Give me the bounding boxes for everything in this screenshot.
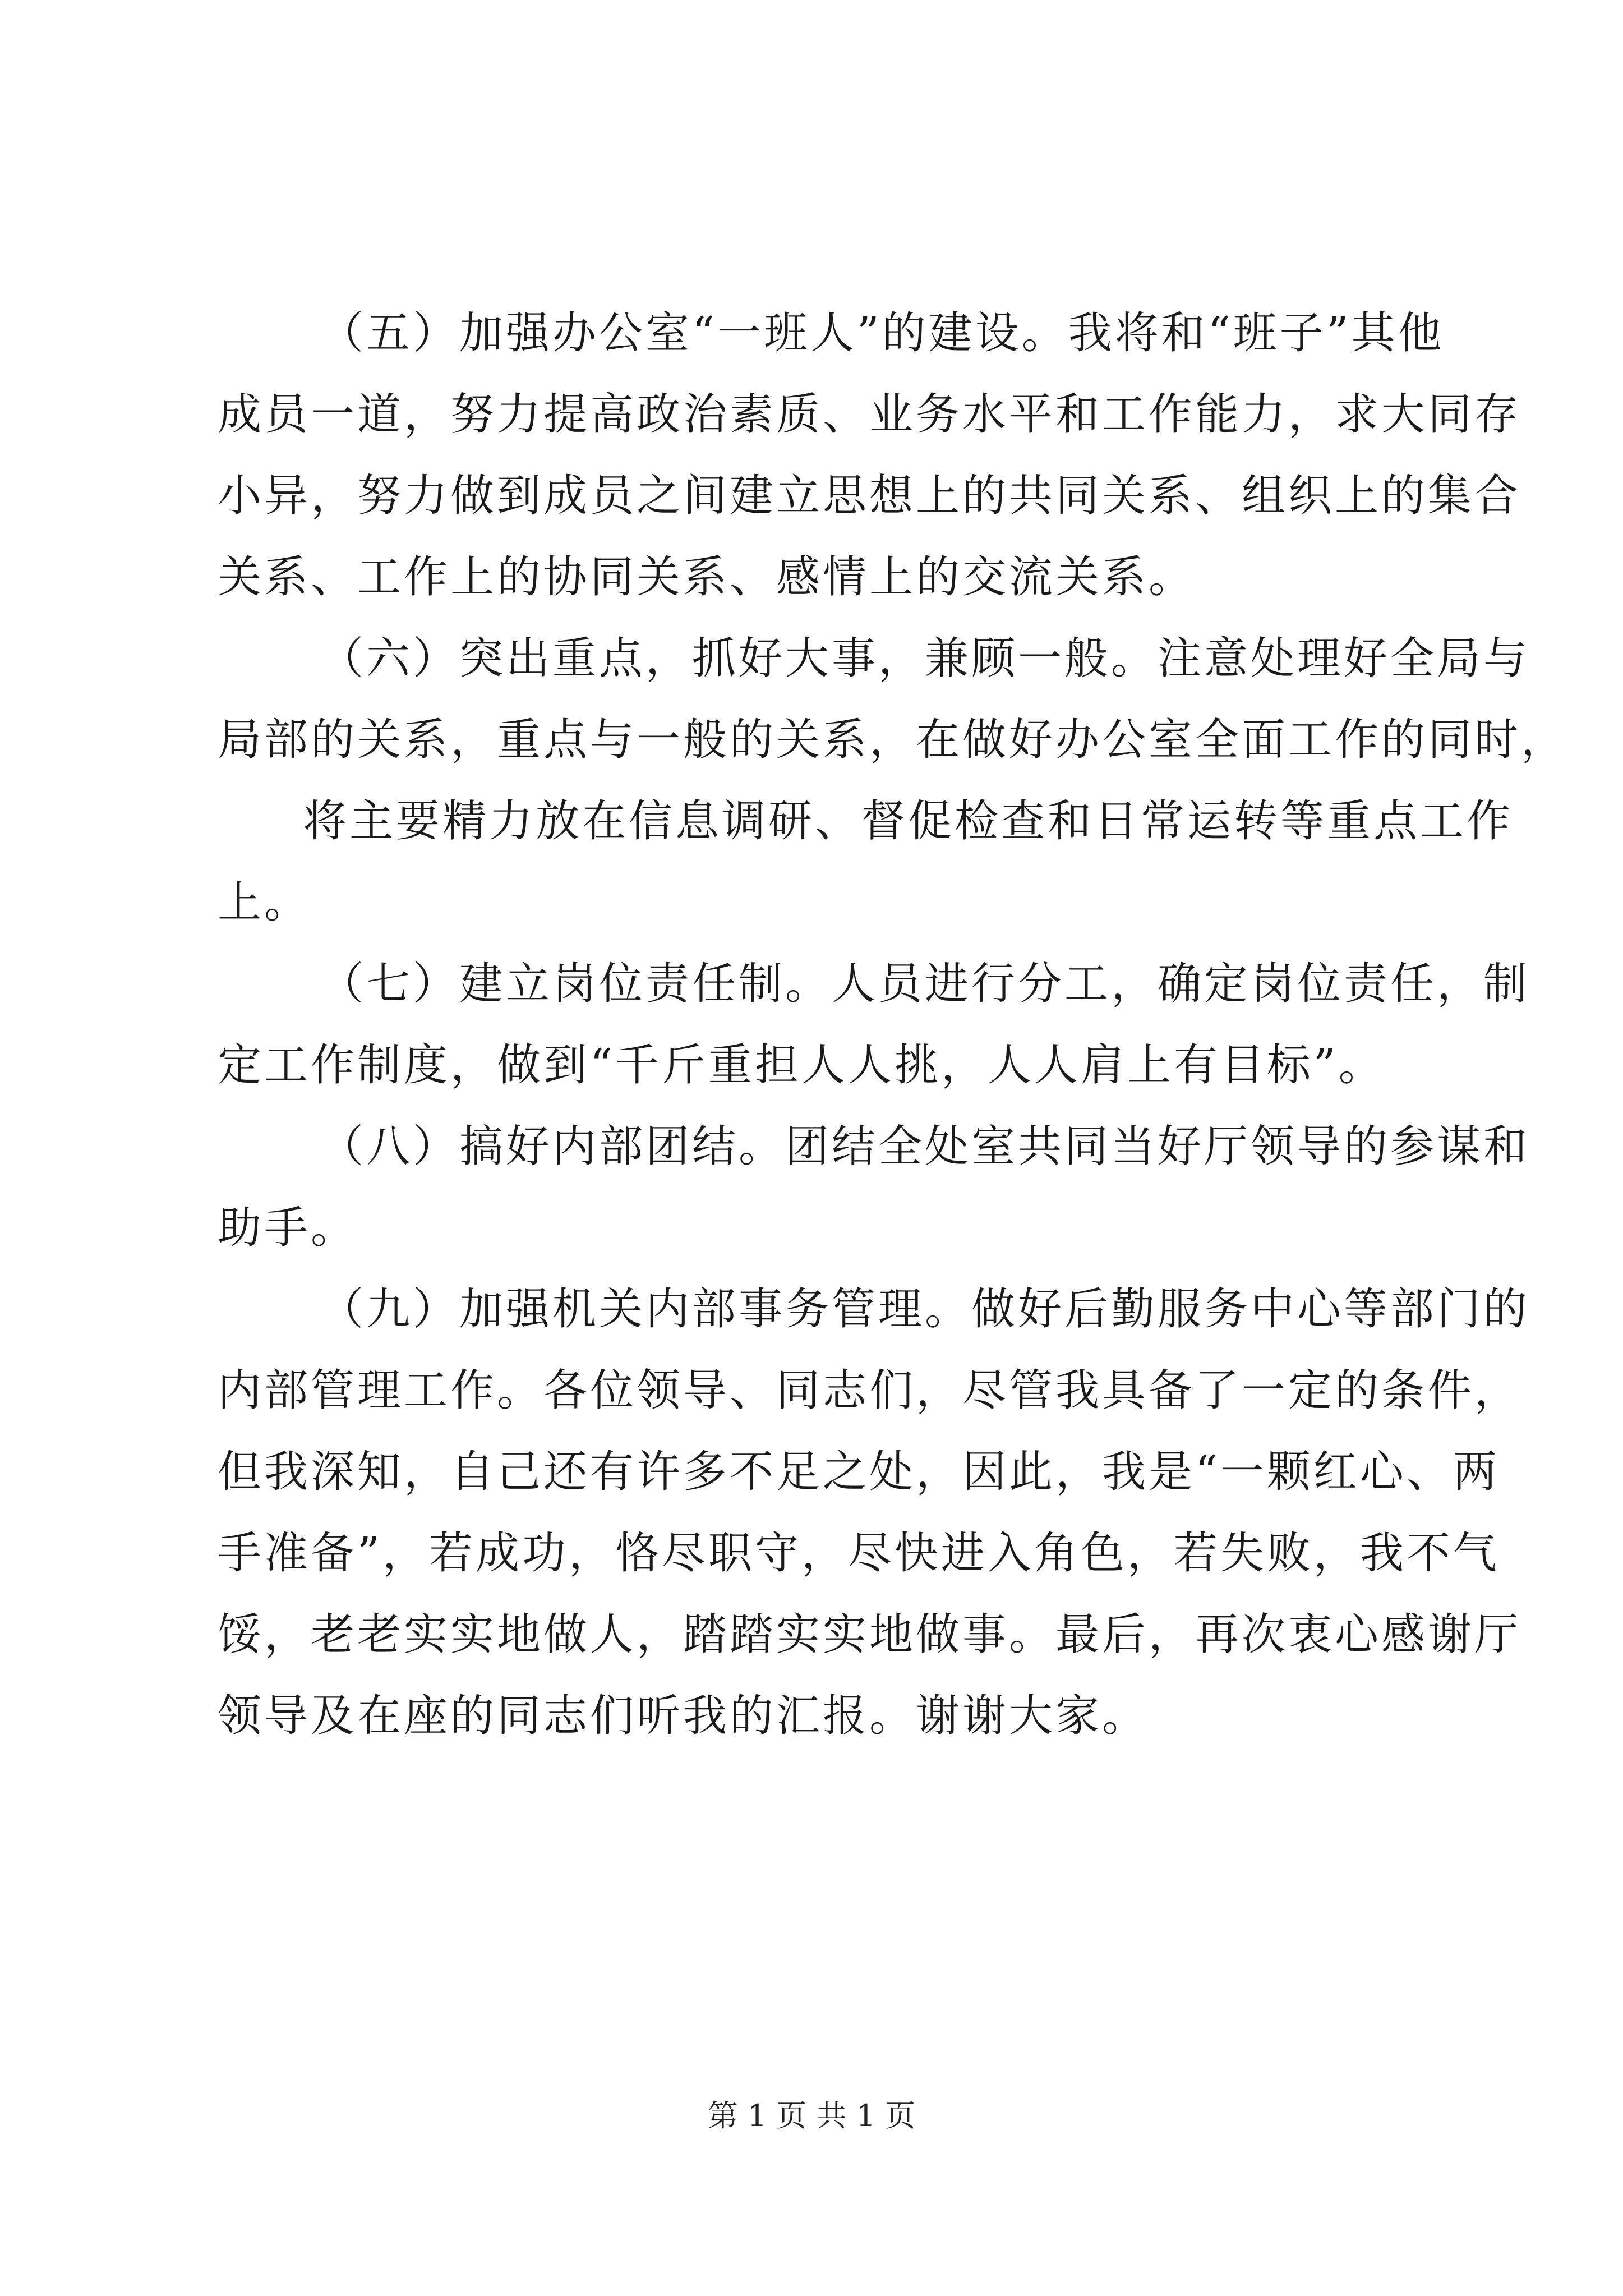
paragraph-9-line-3: 但我深知，自己还有许多不足之处，因此，我是“一颗红心、两 bbox=[218, 1447, 1500, 1497]
paragraph-8-line-1: （八）搞好内部团结。团结全处室共同当好厅领导的参谋和 bbox=[320, 1121, 1530, 1172]
paragraph-6-line-2: 局部的关系，重点与一般的关系，在做好办公室全面工作的同时， bbox=[218, 715, 1568, 765]
paragraph-6-line-4: 上。 bbox=[218, 877, 311, 928]
paragraph-9-line-5: 馁，老老实实地做人，踏踏实实地做事。最后，再次衷心感谢厅 bbox=[218, 1609, 1521, 1660]
paragraph-5-line-1: （五）加强办公室“一班人”的建设。我将和“班子”其他 bbox=[320, 308, 1445, 358]
paragraph-9-line-6: 领导及在座的同志们听我的汇报。谢谢大家。 bbox=[218, 1691, 1149, 1741]
paragraph-9-line-2: 内部管理工作。各位领导、同志们，尽管我具备了一定的条件， bbox=[218, 1365, 1521, 1416]
paragraph-5-line-4: 关系、工作上的协同关系、感情上的交流关系。 bbox=[218, 552, 1196, 602]
paragraph-7-line-2: 定工作制度，做到“千斤重担人人挑，人人肩上有目标”。 bbox=[218, 1040, 1385, 1091]
paragraph-5-line-3: 小异，努力做到成员之间建立思想上的共同关系、组织上的集合 bbox=[218, 471, 1521, 521]
paragraph-9-line-1: （九）加强机关内部事务管理。做好后勤服务中心等部门的 bbox=[320, 1284, 1530, 1335]
paragraph-6-line-3: 将主要精力放在信息调研、督促检查和日常运转等重点工作 bbox=[303, 796, 1514, 846]
paragraph-8-line-2: 助手。 bbox=[218, 1203, 358, 1253]
paragraph-6-line-1: （六）突出重点，抓好大事，兼顾一般。注意处理好全局与 bbox=[320, 633, 1530, 684]
page-footer: 第 1 页 共 1 页 bbox=[707, 2098, 916, 2133]
paragraph-5-line-2: 成员一道，努力提高政治素质、业务水平和工作能力，求大同存 bbox=[218, 389, 1521, 440]
paragraph-9-line-4: 手准备”，若成功，恪尽职守，尽快进入角色，若失败，我不气 bbox=[218, 1528, 1500, 1579]
paragraph-7-line-1: （七）建立岗位责任制。人员进行分工，确定岗位责任，制 bbox=[320, 959, 1530, 1009]
